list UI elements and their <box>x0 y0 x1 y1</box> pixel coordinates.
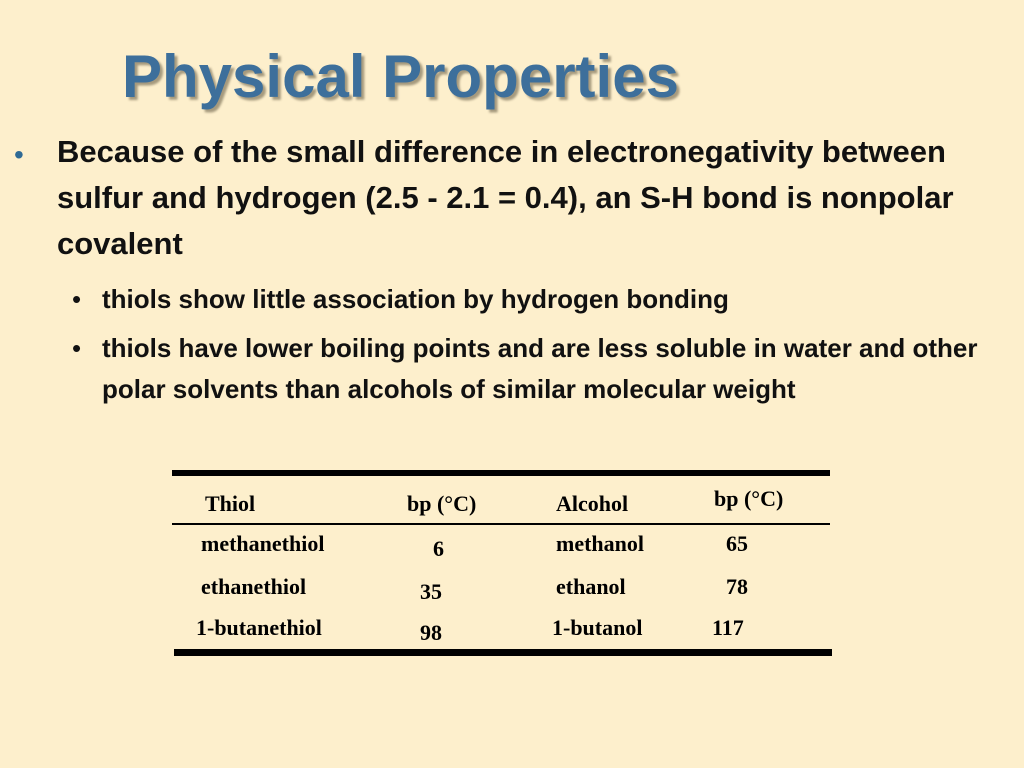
row-1-alcohol-bp: 65 <box>726 531 748 556</box>
main-bullet-text: Because of the small difference in electronegativity between sulfur and hydrogen (2.5 - 2.1 = 0.4), an S-H bond is nonpolar covalent <box>57 134 954 261</box>
header-thiol-bp: bp (°C) <box>407 491 477 516</box>
row-2-thiol: ethanethiol <box>201 574 307 599</box>
sub-bullet-2: thiols have lower boiling points and are less soluble in water and other polar solvents than alcohols of similar molecular weight <box>102 333 978 404</box>
header-alcohol: Alcohol <box>556 491 629 516</box>
row-3-thiol-bp: 98 <box>420 620 442 645</box>
sub-bullet-marker: • <box>72 284 82 314</box>
row-3-thiol: 1-butanethiol <box>196 615 322 640</box>
header-thiol: Thiol <box>205 491 256 516</box>
row-2-thiol-bp: 35 <box>420 579 442 604</box>
row-1-alcohol: methanol <box>556 531 644 556</box>
row-1-thiol: methanethiol <box>201 531 325 556</box>
sub-bullet-1: thiols show little association by hydrogen bonding <box>102 284 729 314</box>
table-top-rule <box>172 470 830 476</box>
row-1-thiol-bp: 6 <box>433 536 444 561</box>
row-3-alcohol-bp: 117 <box>712 615 744 640</box>
row-2-alcohol: ethanol <box>556 574 626 599</box>
bullet-marker: • <box>14 139 24 170</box>
table-bottom-rule <box>174 649 832 656</box>
sub-bullet-marker: • <box>72 333 82 363</box>
header-alcohol-bp: bp (°C) <box>714 486 784 511</box>
table-header-rule <box>172 523 830 525</box>
row-3-alcohol: 1-butanol <box>552 615 643 640</box>
slide-title: Physical Properties <box>122 43 679 110</box>
row-2-alcohol-bp: 78 <box>726 574 748 599</box>
